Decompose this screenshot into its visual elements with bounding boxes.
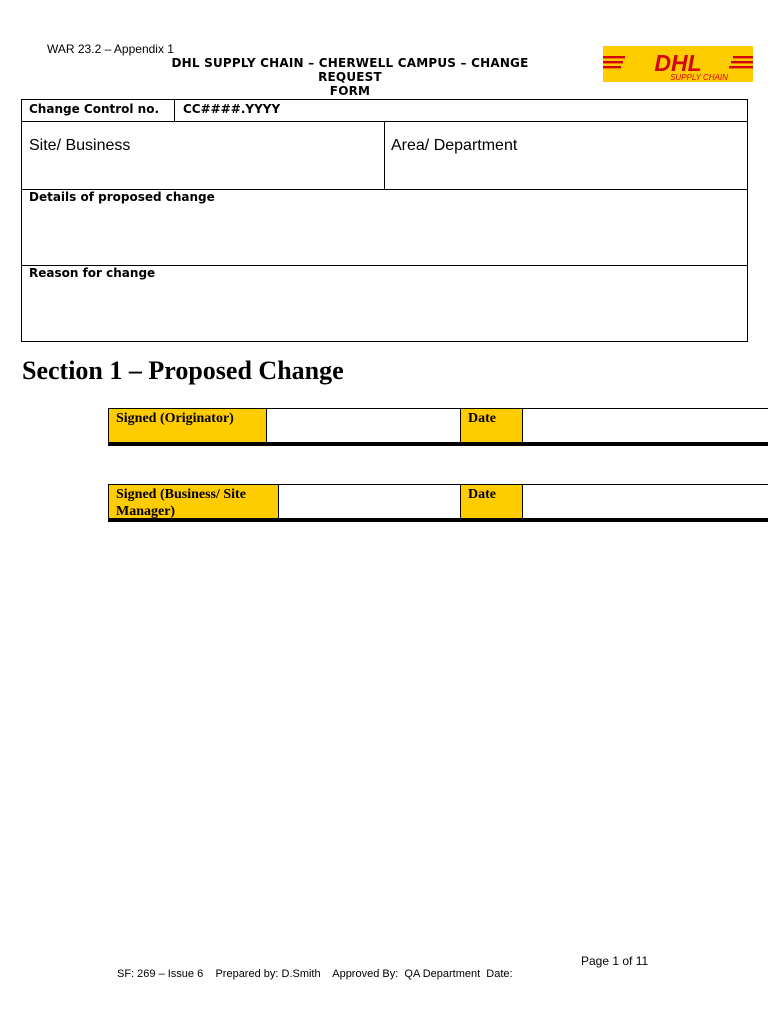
footer-approved-by: Approved By: QA Department Date: xyxy=(332,968,513,980)
dhl-logo-graphic xyxy=(603,46,753,82)
originator-signature-table xyxy=(108,408,768,446)
reason-for-change-field[interactable]: Reason for change xyxy=(29,266,156,280)
form-title-line-2: FORM xyxy=(329,84,371,98)
manager-date-field[interactable] xyxy=(523,485,768,518)
details-row xyxy=(22,190,747,266)
site-business-field[interactable]: Site/ Business xyxy=(22,122,385,189)
manager-signature-table xyxy=(108,484,768,522)
reason-row xyxy=(22,266,747,342)
signed-manager-field[interactable] xyxy=(279,485,461,518)
change-control-row xyxy=(22,100,747,122)
footer-info xyxy=(117,968,513,980)
site-area-row xyxy=(22,122,747,190)
form-title-line-1: DHL SUPPLY CHAIN – CHERWELL CAMPUS – CHANGE REQUEST xyxy=(171,56,529,84)
change-request-table xyxy=(21,99,748,342)
dhl-logo xyxy=(603,46,753,82)
section-heading: Section 1 – Proposed Change xyxy=(22,356,344,385)
logo-text: DHL xyxy=(654,50,702,76)
signed-originator-label: Signed (Originator) xyxy=(109,409,267,442)
details-of-proposed-change-field[interactable]: Details of proposed change xyxy=(29,190,215,204)
logo-subtext: SUPPLY CHAIN xyxy=(670,73,728,82)
footer-doc-ref: SF: 269 – Issue 6 xyxy=(117,968,204,980)
page-number: Page 1 of 11 xyxy=(581,954,649,968)
document-reference: WAR 23.2 – Appendix 1 xyxy=(47,42,174,56)
change-control-label: Change Control no. xyxy=(22,100,175,121)
area-department-field[interactable]: Area/ Department xyxy=(391,137,518,154)
originator-date-field[interactable] xyxy=(523,409,768,442)
manager-date-label: Date xyxy=(461,485,523,518)
originator-date-label: Date xyxy=(461,409,523,442)
form-title xyxy=(140,56,560,98)
footer-prepared-by: Prepared by: D.Smith xyxy=(215,968,321,980)
change-control-value[interactable]: CC####.YYYY xyxy=(183,102,281,116)
signed-originator-field[interactable] xyxy=(267,409,461,442)
signed-manager-label: Signed (Business/ Site Manager) xyxy=(109,485,279,518)
